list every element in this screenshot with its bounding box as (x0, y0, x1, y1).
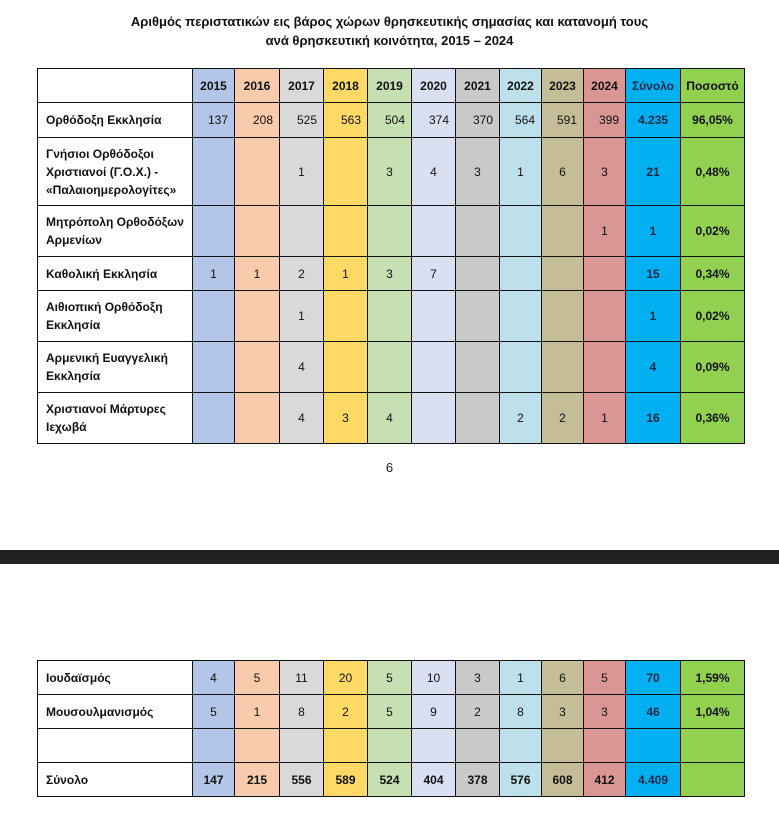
cell-total: 4.235 (626, 103, 681, 138)
cell-2019 (368, 291, 412, 342)
cell-2024: 5 (584, 661, 626, 695)
cell-2022 (500, 342, 542, 393)
cell-2019: 5 (368, 661, 412, 695)
cell-2017: 525 (280, 103, 324, 138)
cell-2024: 399 (584, 103, 626, 138)
table-row (38, 103, 745, 138)
cell-2024 (584, 291, 626, 342)
cell-2015: 147 (193, 763, 235, 797)
cell-2015: 4 (193, 661, 235, 695)
cell-2021: 2 (456, 695, 500, 729)
cell-2023: 6 (542, 138, 584, 206)
cell-2022: 8 (500, 695, 542, 729)
cell-2023 (542, 257, 584, 291)
table-row (38, 695, 745, 729)
table-row (38, 342, 745, 393)
cell-2015 (193, 342, 235, 393)
cell-2018 (324, 206, 368, 257)
cell-2017: 2 (280, 257, 324, 291)
cell-2019 (368, 342, 412, 393)
cell-2015 (193, 206, 235, 257)
cell-2019 (368, 206, 412, 257)
row-label: Μητρόπολη Ορθοδόξων Αρμενίων (38, 206, 193, 257)
cell-2020 (412, 291, 456, 342)
cell-2019: 3 (368, 257, 412, 291)
header-2024: 2024 (584, 69, 626, 103)
cell-2020 (412, 342, 456, 393)
cell-percent: 0,09% (681, 342, 745, 393)
cell-total: 1 (626, 291, 681, 342)
cell-2015: 1 (193, 257, 235, 291)
cell-2017: 1 (280, 291, 324, 342)
cell-percent (681, 763, 745, 797)
cell-percent: 0,02% (681, 206, 745, 257)
cell-total (626, 729, 681, 763)
cell-2019: 3 (368, 138, 412, 206)
cell-2018 (324, 291, 368, 342)
cell-2015 (193, 729, 235, 763)
cell-2024 (584, 342, 626, 393)
cell-2021 (456, 393, 500, 444)
cell-2018 (324, 729, 368, 763)
cell-2020 (412, 206, 456, 257)
cell-percent: 96,05% (681, 103, 745, 138)
cell-2016 (235, 291, 280, 342)
cell-2016 (235, 206, 280, 257)
page-number: 6 (385, 460, 394, 475)
cell-2022: 576 (500, 763, 542, 797)
cell-2023: 3 (542, 695, 584, 729)
header-total: Σύνολο (626, 69, 681, 103)
header-empty (38, 69, 193, 103)
header-2018: 2018 (324, 69, 368, 103)
header-2019: 2019 (368, 69, 412, 103)
cell-2021 (456, 257, 500, 291)
row-label: Αρμενική Ευαγγελική Εκκλησία (38, 342, 193, 393)
cell-2015: 137 (193, 103, 235, 138)
row-label: Ορθόδοξη Εκκλησία (38, 103, 193, 138)
cell-2015: 5 (193, 695, 235, 729)
cell-2024 (584, 729, 626, 763)
incidents-table-page2 (37, 660, 745, 797)
table-row (38, 291, 745, 342)
cell-percent: 0,48% (681, 138, 745, 206)
cell-2023: 608 (542, 763, 584, 797)
cell-2016: 208 (235, 103, 280, 138)
cell-2017 (280, 206, 324, 257)
cell-total: 4.409 (626, 763, 681, 797)
cell-2023: 2 (542, 393, 584, 444)
cell-total: 1 (626, 206, 681, 257)
header-percent: Ποσοστό (681, 69, 745, 103)
cell-2023 (542, 291, 584, 342)
title-line-1: Αριθμός περιστατικών εις βάρος χώρων θρησκευτικής σημασίας και κατανομή τους (130, 14, 649, 29)
cell-2015 (193, 393, 235, 444)
cell-2016: 1 (235, 257, 280, 291)
header-2023: 2023 (542, 69, 584, 103)
title-line-2: ανά θρησκευτική κοινότητα, 2015 – 2024 (265, 33, 514, 48)
row-label: Γνήσιοι Ορθόδοξοι Χριστιανοί (Γ.Ο.Χ.) - «Παλαιοημερολογίτες» (38, 138, 193, 206)
cell-2019: 5 (368, 695, 412, 729)
cell-2017 (280, 729, 324, 763)
cell-2021: 378 (456, 763, 500, 797)
cell-percent: 0,34% (681, 257, 745, 291)
cell-2019: 524 (368, 763, 412, 797)
cell-2022 (500, 729, 542, 763)
cell-2022: 564 (500, 103, 542, 138)
cell-total: 16 (626, 393, 681, 444)
cell-2022: 1 (500, 661, 542, 695)
row-label: Καθολική Εκκλησία (38, 257, 193, 291)
total-row (38, 763, 745, 797)
cell-2024: 1 (584, 206, 626, 257)
page-divider (0, 550, 779, 564)
cell-2021 (456, 729, 500, 763)
row-label: Μουσουλμανισμός (38, 695, 193, 729)
cell-2019: 4 (368, 393, 412, 444)
cell-2024: 3 (584, 138, 626, 206)
cell-2021: 3 (456, 661, 500, 695)
cell-2018: 2 (324, 695, 368, 729)
cell-total: 15 (626, 257, 681, 291)
cell-2021 (456, 206, 500, 257)
cell-2020: 4 (412, 138, 456, 206)
cell-2019 (368, 729, 412, 763)
table-row (38, 206, 745, 257)
cell-total: 70 (626, 661, 681, 695)
cell-2022 (500, 257, 542, 291)
table-row (38, 393, 745, 444)
table-row-empty (38, 729, 745, 763)
cell-percent (681, 729, 745, 763)
cell-2022: 1 (500, 138, 542, 206)
cell-2020: 10 (412, 661, 456, 695)
cell-2023: 6 (542, 661, 584, 695)
header-2015: 2015 (193, 69, 235, 103)
header-2020: 2020 (412, 69, 456, 103)
cell-2021: 3 (456, 138, 500, 206)
cell-total: 46 (626, 695, 681, 729)
cell-2022 (500, 206, 542, 257)
cell-2021: 370 (456, 103, 500, 138)
cell-2023 (542, 342, 584, 393)
header-2016: 2016 (235, 69, 280, 103)
cell-2017: 11 (280, 661, 324, 695)
cell-2024 (584, 257, 626, 291)
cell-percent: 1,59% (681, 661, 745, 695)
cell-2015 (193, 138, 235, 206)
cell-2020: 404 (412, 763, 456, 797)
cell-2018: 589 (324, 763, 368, 797)
table-row (38, 138, 745, 206)
cell-2018: 563 (324, 103, 368, 138)
cell-percent: 0,02% (681, 291, 745, 342)
cell-2017: 1 (280, 138, 324, 206)
cell-2016: 1 (235, 695, 280, 729)
cell-2021 (456, 291, 500, 342)
cell-total: 4 (626, 342, 681, 393)
cell-2021 (456, 342, 500, 393)
row-label: Χριστιανοί Μάρτυρες Ιεχωβά (38, 393, 193, 444)
row-label (38, 729, 193, 763)
cell-2018: 3 (324, 393, 368, 444)
cell-2016 (235, 138, 280, 206)
cell-2022: 2 (500, 393, 542, 444)
cell-2020: 9 (412, 695, 456, 729)
cell-2017: 556 (280, 763, 324, 797)
cell-2016: 215 (235, 763, 280, 797)
cell-total: 21 (626, 138, 681, 206)
table-row (38, 661, 745, 695)
row-label: Σύνολο (38, 763, 193, 797)
cell-2023 (542, 729, 584, 763)
cell-2022 (500, 291, 542, 342)
cell-2020: 7 (412, 257, 456, 291)
cell-2020: 374 (412, 103, 456, 138)
cell-2016 (235, 729, 280, 763)
cell-2016 (235, 393, 280, 444)
cell-2017: 8 (280, 695, 324, 729)
cell-2024: 412 (584, 763, 626, 797)
cell-2015 (193, 291, 235, 342)
cell-2024: 1 (584, 393, 626, 444)
cell-2018 (324, 138, 368, 206)
header-row (38, 69, 745, 103)
header-2022: 2022 (500, 69, 542, 103)
row-label: Ιουδαϊσμός (38, 661, 193, 695)
cell-percent: 0,36% (681, 393, 745, 444)
cell-2023 (542, 206, 584, 257)
cell-2020 (412, 393, 456, 444)
cell-2016: 5 (235, 661, 280, 695)
cell-2016 (235, 342, 280, 393)
table-row (38, 257, 745, 291)
cell-2018: 1 (324, 257, 368, 291)
cell-2018: 20 (324, 661, 368, 695)
cell-2019: 504 (368, 103, 412, 138)
cell-2017: 4 (280, 393, 324, 444)
cell-percent: 1,04% (681, 695, 745, 729)
incidents-table-page1 (37, 68, 745, 444)
header-2017: 2017 (280, 69, 324, 103)
header-2021: 2021 (456, 69, 500, 103)
cell-2024: 3 (584, 695, 626, 729)
document-title (0, 12, 779, 50)
cell-2018 (324, 342, 368, 393)
cell-2017: 4 (280, 342, 324, 393)
row-label: Αιθιοπική Ορθόδοξη Εκκλησία (38, 291, 193, 342)
cell-2020 (412, 729, 456, 763)
cell-2023: 591 (542, 103, 584, 138)
